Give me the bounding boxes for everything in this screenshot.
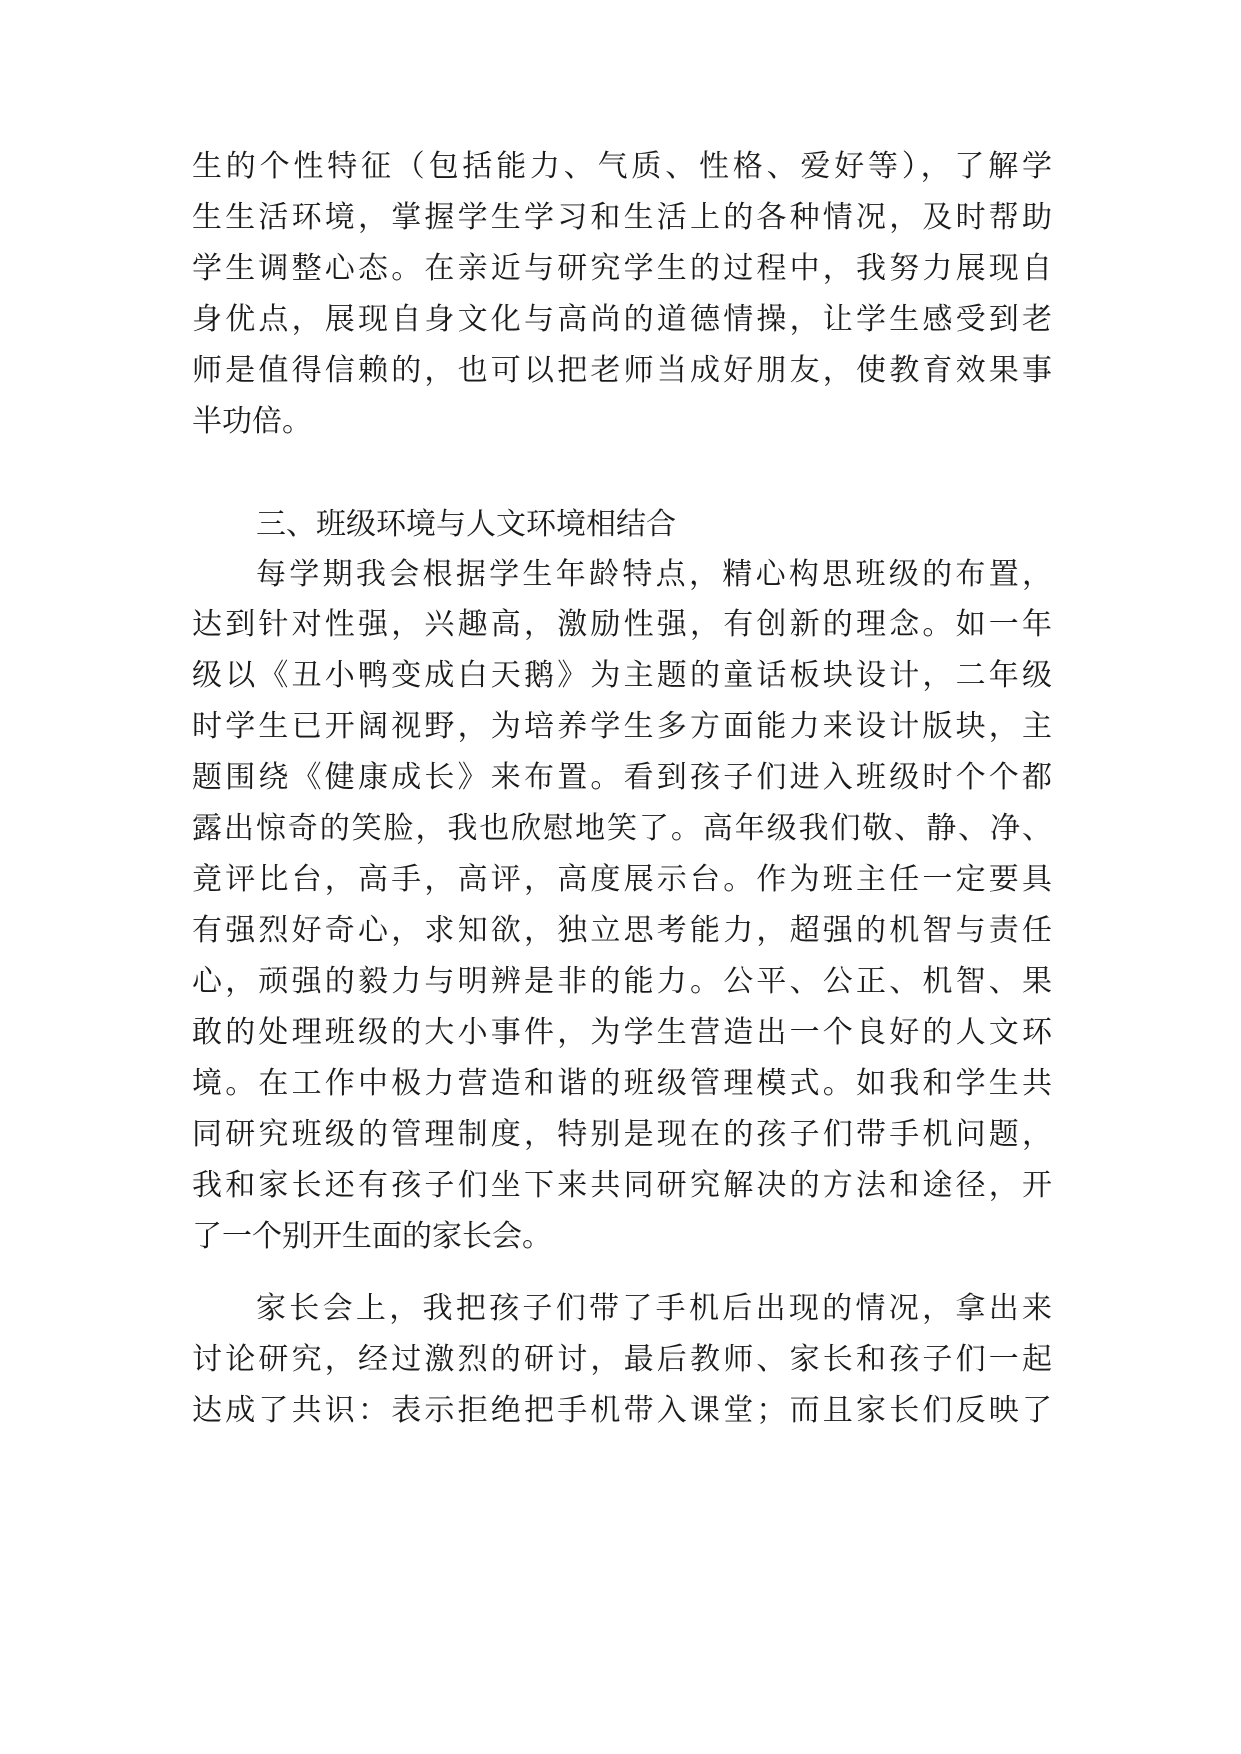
- section-heading: 三、班级环境与人文环境相结合: [256, 507, 676, 542]
- paragraph-line: 心，顽强的毅力与明辨是非的能力。公平、公正、机智、果: [192, 964, 1052, 999]
- paragraph-line: 讨论研究，经过激烈的研讨，最后教师、家长和孩子们一起: [192, 1342, 1052, 1377]
- paragraph-line: 竟评比台，高手，高评，高度展示台。作为班主任一定要具: [192, 862, 1052, 897]
- paragraph-line: 境。在工作中极力营造和谐的班级管理模式。如我和学生共: [192, 1066, 1052, 1101]
- paragraph-line: 同研究班级的管理制度，特别是现在的孩子们带手机问题，: [192, 1117, 1052, 1152]
- paragraph-line: 时学生已开阔视野，为培养学生多方面能力来设计版块，主: [192, 709, 1052, 744]
- paragraph-line: 达成了共识：表示拒绝把手机带入课堂；而且家长们反映了: [192, 1393, 1052, 1428]
- paragraph-line: 生的个性特征（包括能力、气质、性格、爱好等），了解学: [192, 149, 1052, 184]
- paragraph-line: 题围绕《健康成长》来布置。看到孩子们进入班级时个个都: [192, 760, 1052, 795]
- paragraph-line: 达到针对性强，兴趣高，激励性强，有创新的理念。如一年: [192, 607, 1052, 642]
- paragraph-line: 生生活环境，掌握学生学习和生活上的各种情况，及时帮助: [192, 200, 1052, 235]
- paragraph-line: 露出惊奇的笑脸，我也欣慰地笑了。高年级我们敬、静、净、: [192, 811, 1052, 846]
- paragraph-line: 了一个别开生面的家长会。: [192, 1219, 552, 1254]
- paragraph-line: 身优点，展现自身文化与高尚的道德情操，让学生感受到老: [192, 302, 1052, 337]
- paragraph-line: 家长会上，我把孩子们带了手机后出现的情况，拿出来: [256, 1291, 1052, 1326]
- paragraph-line: 师是值得信赖的，也可以把老师当成好朋友，使教育效果事: [192, 353, 1052, 388]
- paragraph-line: 有强烈好奇心，求知欲，独立思考能力，超强的机智与责任: [192, 913, 1052, 948]
- paragraph-line: 每学期我会根据学生年龄特点，精心构思班级的布置，: [256, 557, 1052, 592]
- paragraph-line: 级以《丑小鸭变成白天鹅》为主题的童话板块设计，二年级: [192, 658, 1052, 693]
- paragraph-line: 半功倍。: [192, 404, 312, 439]
- paragraph-line: 学生调整心态。在亲近与研究学生的过程中，我努力展现自: [192, 251, 1052, 286]
- paragraph-line: 敢的处理班级的大小事件，为学生营造出一个良好的人文环: [192, 1015, 1052, 1050]
- paragraph-line: 我和家长还有孩子们坐下来共同研究解决的方法和途径，开: [192, 1168, 1052, 1203]
